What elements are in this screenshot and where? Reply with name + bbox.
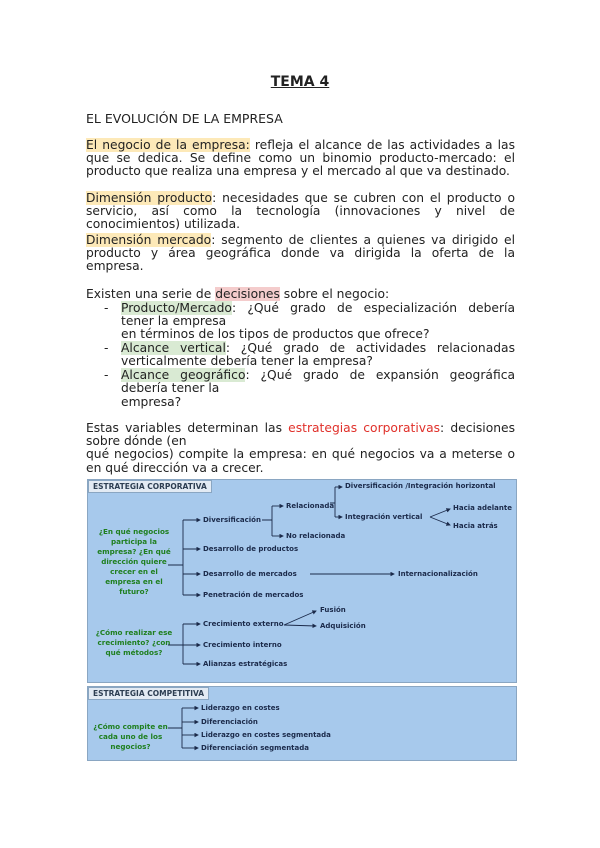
label-diferenciacion-segmentada: Diferenciación segmentada <box>201 744 309 752</box>
question-negocios: ¿En qué negocios participa la empresa? ¿En qué dirección quiere crecer en el empresa en el futuro? <box>97 527 171 596</box>
label-internacionalizacion: Internacionalización <box>398 570 478 578</box>
text-alcance-vertical: : ¿Qué grado de actividades relacionadas verticalmente debería tener la empresa? <box>121 341 515 369</box>
strategies-paragraph <box>86 422 515 475</box>
term-estrategias-corporativas: estrategias corporativas <box>288 421 441 435</box>
label-crecimiento-interno: Crecimiento interno <box>203 641 282 649</box>
paragraph-negocio <box>86 139 515 179</box>
label-crecimiento-externo: Crecimiento externo <box>203 620 284 628</box>
term-alcance-vertical: Alcance vertical <box>121 341 226 355</box>
label-liderazgo-costes-segmentada: Liderazgo en costes segmentada <box>201 731 331 739</box>
label-relacionada: Relacionada <box>286 502 335 510</box>
text-dimension-mercado: : segmento de clientes a quienes va dirigido el producto y área geográfica donde va dirigida la oferta de la empresa. <box>86 233 515 274</box>
term-decisiones: decisiones <box>215 287 280 301</box>
list-item-producto-mercado <box>121 302 515 342</box>
list-dash: - <box>104 301 109 315</box>
term-producto-mercado: Producto/Mercado <box>121 301 232 315</box>
strategies-line2: qué negocios) compite la empresa: en qué negocios va a meterse o en qué dirección va a crecer. <box>86 447 515 475</box>
list-item-alcance-geografico <box>121 369 515 395</box>
label-diferenciacion: Diferenciación <box>201 718 258 726</box>
list-dash: - <box>104 341 109 355</box>
competitive-strategy-title: ESTRATEGIA COMPETITIVA <box>88 687 209 700</box>
cont-producto-mercado: en términos de los tipos de productos que ofrece? <box>121 327 430 342</box>
term-dimension-producto: Dimensión producto <box>86 191 213 205</box>
decisions-intro <box>86 288 515 301</box>
label-adquisicion: Adquisición <box>320 622 366 630</box>
question-compite: ¿Cómo compite en cada uno de los negocios? <box>93 722 168 751</box>
decisions-post: sobre el negocio: <box>279 287 390 301</box>
label-hacia-atras: Hacia atrás <box>453 522 498 530</box>
label-desarrollo-productos: Desarrollo de productos <box>203 545 299 553</box>
list-dash: - <box>104 368 109 382</box>
label-desarrollo-mercados: Desarrollo de mercados <box>203 570 297 578</box>
label-alianzas: Alianzas estratégicas <box>203 660 288 668</box>
strategies-post: : decisiones sobre dónde (en <box>86 421 516 449</box>
text-producto-mercado: : ¿Qué grado de especialización debería tener la empresa <box>121 301 515 329</box>
term-negocio: El negocio de la empresa: <box>86 138 250 152</box>
section-heading: EL EVOLUCIÓN DE LA EMPRESA <box>86 111 283 126</box>
term-dimension-mercado: Dimensión mercado <box>86 233 212 247</box>
label-liderazgo-costes: Liderazgo en costes <box>201 704 280 712</box>
decisions-pre: Existen una serie de <box>86 287 216 301</box>
page-title: TEMA 4 <box>270 74 330 90</box>
label-no-relacionada: No relacionada <box>286 532 346 540</box>
text-negocio: refleja el alcance de las actividades a las que se dedica. Se define como un binomio producto-mercado: el producto que realiza una empresa y el mercado al que va destinado. <box>86 138 515 179</box>
text-dimension-producto: : necesidades que se cubren con el producto o servicio, así como la tecnología (innovaciones y nivel de conocimientos) utilizada. <box>86 191 515 232</box>
label-hacia-adelante: Hacia adelante <box>453 504 512 512</box>
corporate-strategy-title: ESTRATEGIA CORPORATIVA <box>88 480 212 493</box>
text-alcance-geografico: : ¿Qué grado de expansión geográfica debería tener la <box>121 368 515 396</box>
label-penetracion: Penetración de mercados <box>203 591 304 599</box>
label-diversificacion: Diversificación <box>203 516 261 524</box>
list-item-alcance-vertical <box>121 342 515 368</box>
label-fusion: Fusión <box>320 606 346 614</box>
question-crecimiento: ¿Cómo realizar ese crecimiento? ¿con qué métodos? <box>95 628 173 657</box>
label-diversificacion-integracion-horizontal: Diversificación /Integración horizontal <box>345 482 496 490</box>
paragraph-dimension-mercado <box>86 234 515 274</box>
term-alcance-geografico: Alcance geográfico <box>121 368 246 382</box>
cont-alcance-geografico: empresa? <box>121 395 182 409</box>
strategies-pre: Estas variables determinan las <box>86 421 289 435</box>
paragraph-dimension-producto <box>86 192 515 232</box>
label-integracion-vertical: Integración vertical <box>345 513 423 521</box>
